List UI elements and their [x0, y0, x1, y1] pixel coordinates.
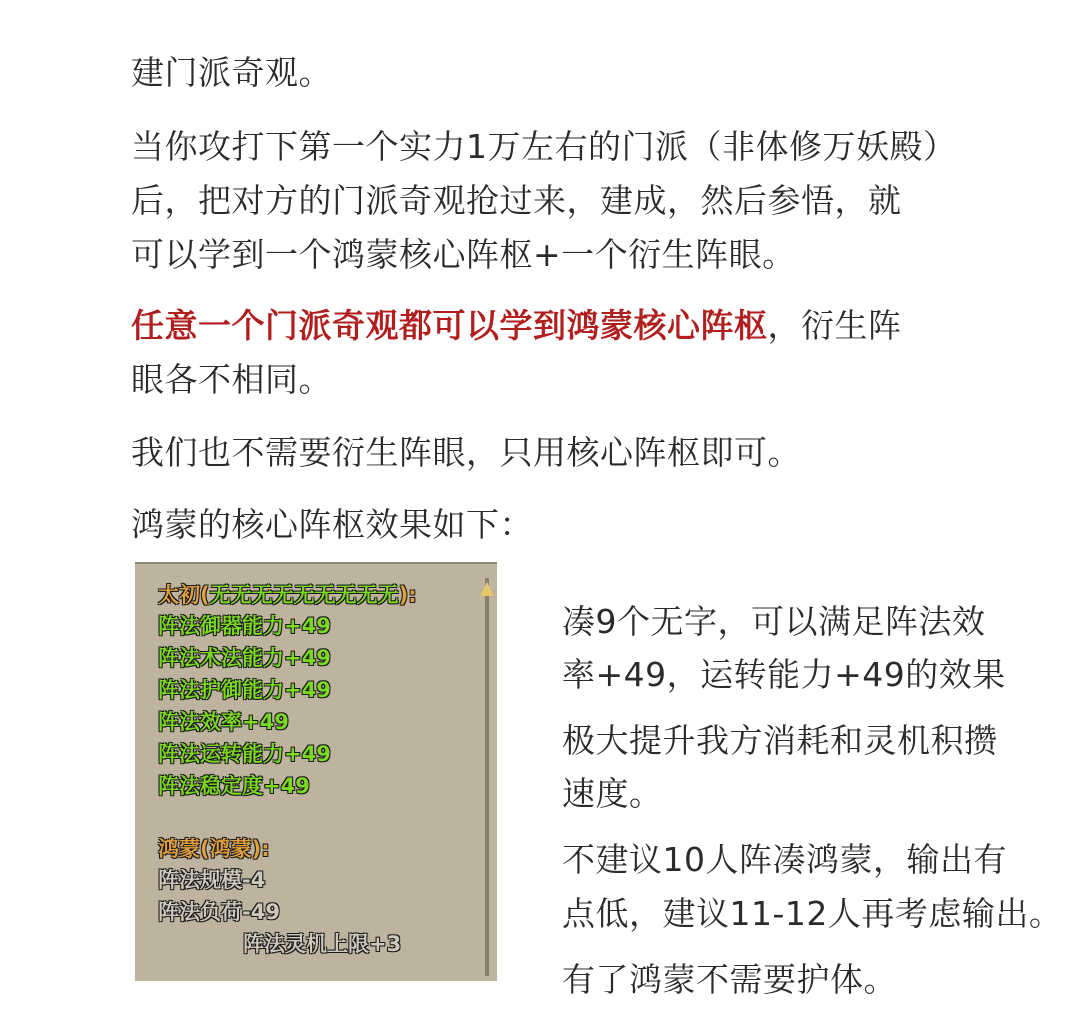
paragraph-intro: 建门派奇观。 [131, 53, 332, 92]
tooltip-bonus: 阵法护御能力+49 [158, 678, 331, 702]
scroll-up-arrow-icon[interactable] [480, 582, 494, 596]
paragraph-attack-line-2: 后，把对方的门派奇观抢过来，建成，然后参悟，就 [131, 181, 902, 220]
game-tooltip-panel [135, 562, 497, 981]
tooltip-bonus: 阵法术法能力+49 [158, 646, 331, 670]
side-note-2-line-2: 速度。 [562, 774, 663, 813]
side-note-3-line-2: 点低，建议11-12人再考虑输出。 [562, 894, 1063, 933]
paragraph-attack-line-1: 当你攻打下第一个实力1万左右的门派（非体修万妖殿） [131, 127, 957, 166]
highlight-text: 任意一个门派奇观都可以学到鸿蒙核心阵枢 [131, 306, 768, 345]
tooltip-section-title: 鸿蒙(鸿蒙): [158, 837, 270, 861]
side-note-1-line-1: 凑9个无字，可以满足阵法效 [562, 602, 986, 641]
tooltip-bonus: 阵法效率+49 [158, 710, 289, 734]
paragraph-effects-intro: 鸿蒙的核心阵枢效果如下： [131, 505, 533, 544]
paragraph-any-wonder-rest: ，衍生阵 [767, 306, 902, 345]
tooltip-bonus: 阵法御器能力+49 [158, 614, 331, 638]
side-note-3-line-1: 不建议10人阵凑鸿蒙，输出有 [562, 840, 1007, 879]
paragraph-any-wonder-line-2: 眼各不相同。 [131, 360, 332, 399]
side-note-1-line-2: 率+49，运转能力+49的效果 [562, 655, 1006, 694]
paragraph-attack-line-3: 可以学到一个鸿蒙核心阵枢+一个衍生阵眼。 [131, 235, 796, 274]
tooltip-header-prefix: 太初( [158, 583, 210, 607]
tooltip-header [158, 580, 417, 610]
tooltip-bonus: 阵法运转能力+49 [158, 742, 331, 766]
tooltip-bonus: 阵法稳定度+49 [158, 774, 310, 798]
paragraph-core-only: 我们也不需要衍生阵眼，只用核心阵枢即可。 [131, 433, 801, 472]
tooltip-effect: 阵法灵机上限+3 [243, 932, 402, 956]
side-note-4: 有了鸿蒙不需要护体。 [562, 960, 897, 999]
tooltip-header-suffix: ): [398, 583, 417, 607]
tooltip-header-chars: 无无无无无无无无无 [209, 583, 399, 607]
tooltip-effect: 阵法负荷-49 [158, 900, 280, 924]
paragraph-any-wonder-line-1 [131, 297, 902, 354]
side-note-2-line-1: 极大提升我方消耗和灵机积攒 [562, 721, 998, 760]
tooltip-effect: 阵法规模-4 [158, 868, 266, 892]
tooltip-scrollbar[interactable] [485, 578, 489, 976]
